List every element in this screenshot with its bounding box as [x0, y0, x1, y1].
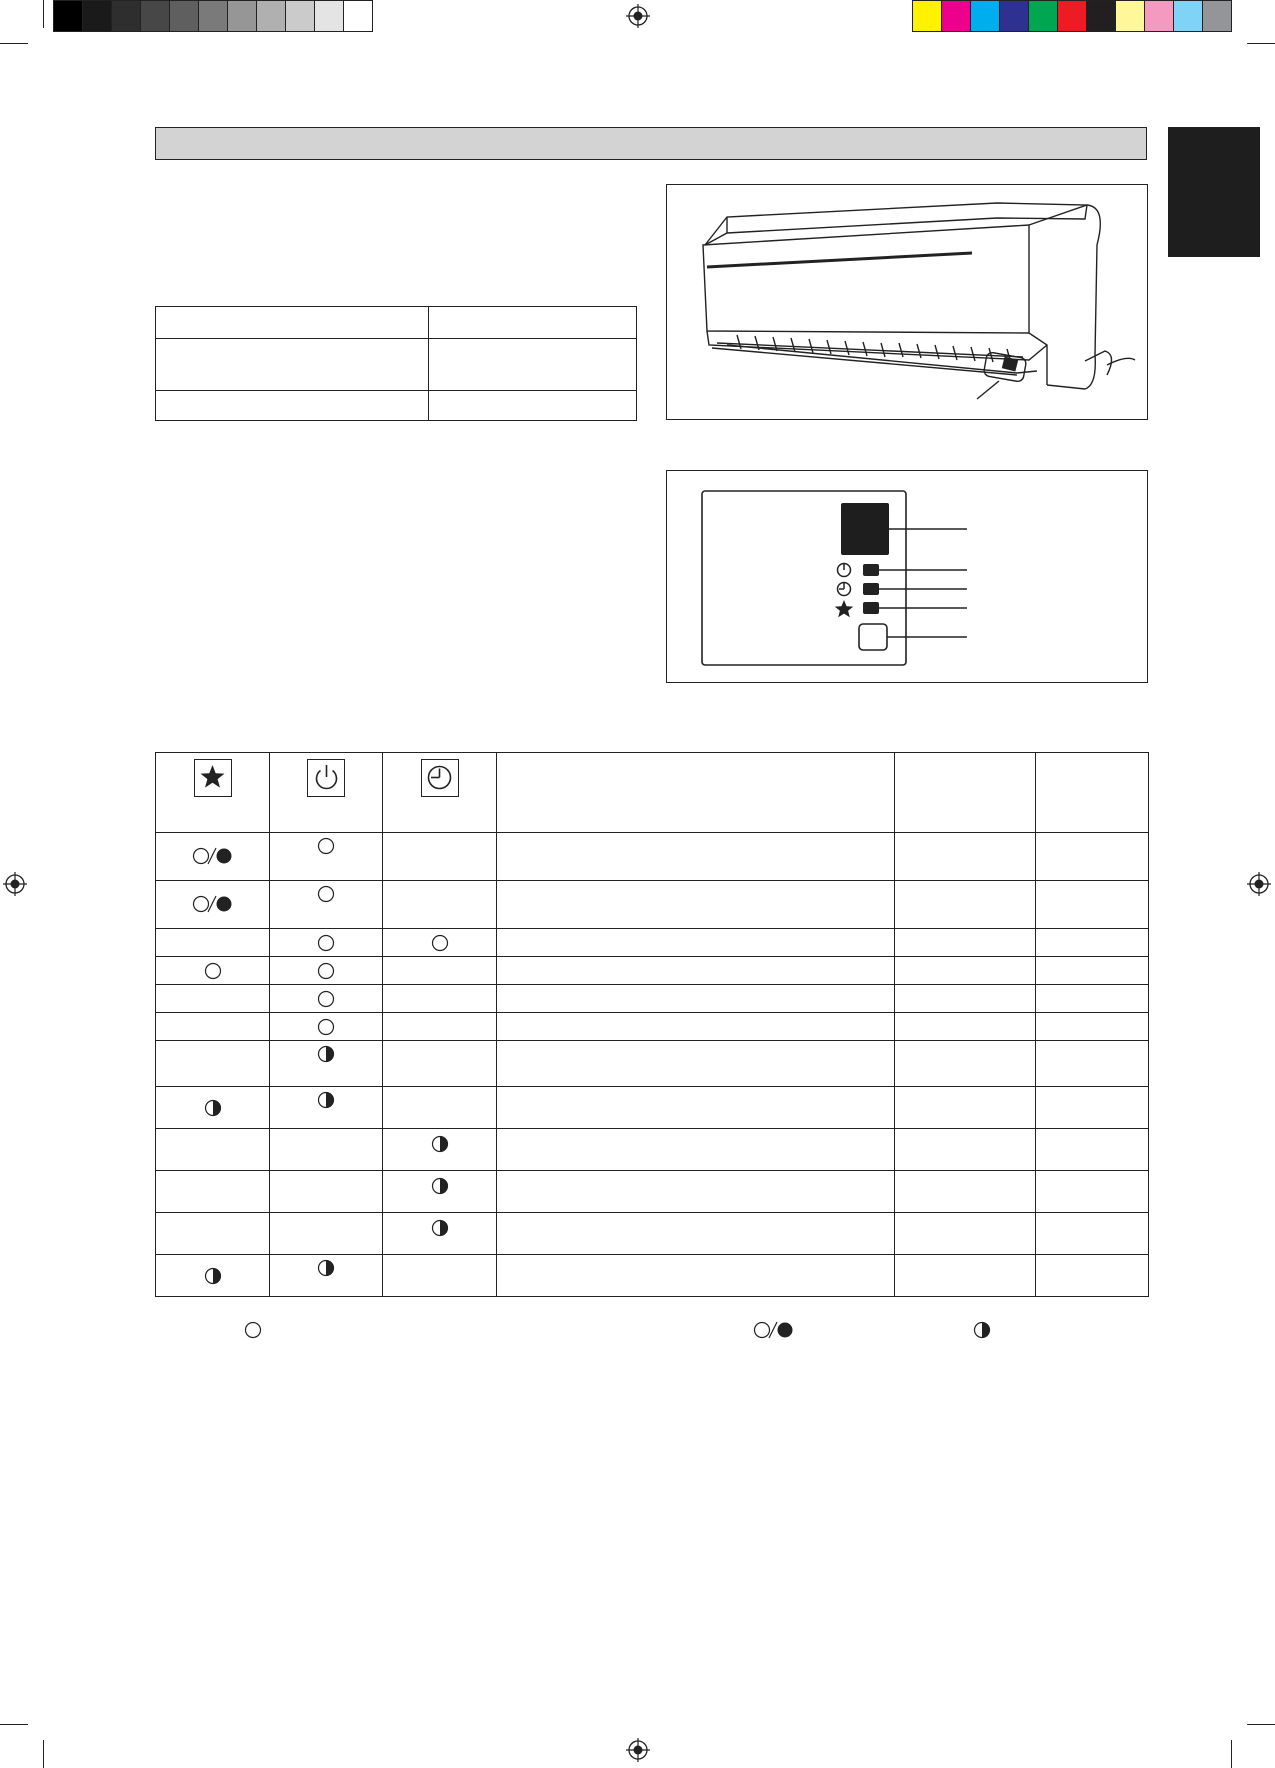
table-row [156, 881, 1149, 929]
lamp-blink-icon [430, 1218, 450, 1238]
table-cell [895, 1129, 1036, 1171]
power-status-cell [270, 1041, 383, 1087]
color-swatch [1145, 1, 1174, 31]
lamp-blink-icon [203, 1266, 223, 1286]
table-cell [895, 833, 1036, 881]
color-swatch [1116, 1, 1145, 31]
color-swatch [54, 1, 83, 31]
table-row [156, 833, 1149, 881]
table-cell [497, 1013, 895, 1041]
star-column-header [156, 753, 270, 833]
power-status-cell [270, 1171, 383, 1213]
table-row [156, 1213, 1149, 1255]
table-cell [1036, 881, 1149, 929]
table-row [156, 1041, 1149, 1087]
crop-mark [1247, 1724, 1275, 1725]
color-swatch [286, 1, 315, 31]
star-status-cell [156, 881, 270, 929]
registration-mark-left [3, 872, 27, 896]
star-status-cell [156, 1171, 270, 1213]
timer-column-header [383, 753, 497, 833]
section-header-bar [155, 127, 1147, 160]
table-cell [895, 1213, 1036, 1255]
lamp-blink-icon [972, 1320, 992, 1340]
crop-mark [1231, 0, 1232, 28]
star-status-cell [156, 1255, 270, 1297]
table-cell [429, 339, 637, 391]
table-cell [895, 1255, 1036, 1297]
gray-swatch-bar [53, 0, 373, 32]
table-cell [1036, 1129, 1149, 1171]
table-cell [497, 753, 895, 833]
indoor-unit-figure [666, 184, 1148, 420]
table-row [156, 1087, 1149, 1129]
lamp-off-icon [243, 1320, 263, 1340]
lamp-on-off-icon [191, 894, 235, 914]
power-status-cell [270, 1255, 383, 1297]
table-cell [895, 957, 1036, 985]
table-row [156, 1013, 1149, 1041]
indicator-panel-figure [666, 470, 1148, 683]
table-row [156, 1129, 1149, 1171]
power-status-cell [270, 985, 383, 1013]
power-column-header [270, 753, 383, 833]
lamp-blink-icon [316, 1090, 336, 1110]
timer-status-cell [383, 1255, 497, 1297]
table-cell [895, 929, 1036, 957]
table-row [156, 957, 1149, 985]
color-swatch [1058, 1, 1087, 31]
table-cell [1036, 985, 1149, 1013]
legend-blink [972, 1320, 992, 1340]
table-cell [497, 1213, 895, 1255]
timer-status-cell [383, 1041, 497, 1087]
star-status-cell [156, 957, 270, 985]
table-row [156, 985, 1149, 1013]
language-tab [1168, 127, 1260, 257]
lamp-blink-icon [430, 1134, 450, 1154]
color-swatch [199, 1, 228, 31]
star-status-cell [156, 833, 270, 881]
registration-mark-top [626, 4, 650, 28]
indicator-status-table [155, 752, 1149, 1297]
crop-mark [1247, 43, 1275, 44]
lamp-off-icon [203, 961, 223, 981]
lamp-on-off-icon [191, 846, 235, 866]
color-swatch [170, 1, 199, 31]
star-status-cell [156, 1041, 270, 1087]
table-cell [895, 1041, 1036, 1087]
table-cell [1036, 1213, 1149, 1255]
power-status-cell [270, 929, 383, 957]
lamp-off-icon [316, 933, 336, 953]
timer-status-cell [383, 1171, 497, 1213]
table-header-row [156, 753, 1149, 833]
indicator-panel-diagram [667, 471, 1147, 682]
star-status-cell [156, 929, 270, 957]
table-cell [497, 1129, 895, 1171]
table-cell [156, 391, 429, 421]
color-swatch [315, 1, 344, 31]
table-cell [497, 1087, 895, 1129]
lamp-off-icon [316, 836, 336, 856]
table-cell [1036, 929, 1149, 957]
crop-mark [0, 43, 28, 44]
table-cell [1036, 753, 1149, 833]
table-cell [1036, 833, 1149, 881]
table-cell [895, 985, 1036, 1013]
color-swatch [1174, 1, 1203, 31]
power-status-cell [270, 881, 383, 929]
timer-status-cell [383, 881, 497, 929]
lamp-off-icon [316, 961, 336, 981]
table-cell [497, 1255, 895, 1297]
timer-status-cell [383, 1129, 497, 1171]
timer-status-cell [383, 985, 497, 1013]
timer-status-cell [383, 957, 497, 985]
color-swatch [942, 1, 971, 31]
color-swatch [141, 1, 170, 31]
power-status-cell [270, 833, 383, 881]
timer-status-cell [383, 1213, 497, 1255]
table-cell [1036, 957, 1149, 985]
star-status-cell [156, 1129, 270, 1171]
power-status-cell [270, 1087, 383, 1129]
table-cell [1036, 1041, 1149, 1087]
table-cell [895, 1013, 1036, 1041]
table-row [156, 929, 1149, 957]
timer-status-cell [383, 833, 497, 881]
table-cell [497, 1041, 895, 1087]
table-cell [1036, 1087, 1149, 1129]
star-status-cell [156, 1013, 270, 1041]
table-cell [156, 307, 429, 339]
timer-status-cell [383, 1087, 497, 1129]
table-cell [497, 929, 895, 957]
table-cell [429, 391, 637, 421]
lamp-blink-icon [430, 1176, 450, 1196]
lamp-off-icon [316, 884, 336, 904]
legend-off [243, 1320, 263, 1340]
power-status-cell [270, 1013, 383, 1041]
lamp-on-off-icon [752, 1320, 796, 1340]
table-cell [1036, 1255, 1149, 1297]
table-cell [497, 881, 895, 929]
power-icon [307, 759, 345, 797]
table-cell [429, 307, 637, 339]
lamp-blink-icon [316, 1044, 336, 1064]
star-status-cell [156, 985, 270, 1013]
registration-mark-right [1247, 872, 1271, 896]
crop-mark [0, 1724, 28, 1725]
color-swatch [913, 1, 942, 31]
color-swatch [1087, 1, 1116, 31]
table-cell [895, 753, 1036, 833]
specification-table [155, 306, 637, 421]
timer-status-cell [383, 1013, 497, 1041]
crop-mark [43, 1740, 44, 1768]
table-cell [497, 833, 895, 881]
color-swatch [1000, 1, 1029, 31]
color-swatch [257, 1, 286, 31]
timer-status-cell [383, 929, 497, 957]
table-cell [895, 1171, 1036, 1213]
table-cell [497, 957, 895, 985]
lamp-off-icon [316, 989, 336, 1009]
power-status-cell [270, 957, 383, 985]
color-swatch [112, 1, 141, 31]
registration-mark-bottom [626, 1738, 650, 1762]
legend-toggle [752, 1320, 796, 1340]
color-swatch [971, 1, 1000, 31]
table-cell [497, 985, 895, 1013]
crop-mark [1231, 1740, 1232, 1768]
lamp-blink-icon [316, 1258, 336, 1278]
lamp-blink-icon [203, 1098, 223, 1118]
table-cell [895, 1087, 1036, 1129]
color-swatch [1203, 1, 1231, 31]
star-status-cell [156, 1213, 270, 1255]
table-cell [156, 339, 429, 391]
table-cell [895, 881, 1036, 929]
lamp-off-icon [430, 933, 450, 953]
table-row [156, 1171, 1149, 1213]
color-swatch [228, 1, 257, 31]
table-cell [497, 1171, 895, 1213]
star-status-cell [156, 1087, 270, 1129]
table-row [156, 1255, 1149, 1297]
color-swatch [83, 1, 112, 31]
table-cell [1036, 1171, 1149, 1213]
color-swatch [344, 1, 372, 31]
lamp-off-icon [316, 1017, 336, 1037]
table-cell [1036, 1013, 1149, 1041]
crop-mark [43, 0, 44, 28]
star-icon [194, 759, 232, 797]
air-conditioner-illustration [667, 185, 1147, 419]
color-swatch [1029, 1, 1058, 31]
power-status-cell [270, 1213, 383, 1255]
power-status-cell [270, 1129, 383, 1171]
timer-icon [421, 759, 459, 797]
color-swatch-bar [912, 0, 1232, 32]
